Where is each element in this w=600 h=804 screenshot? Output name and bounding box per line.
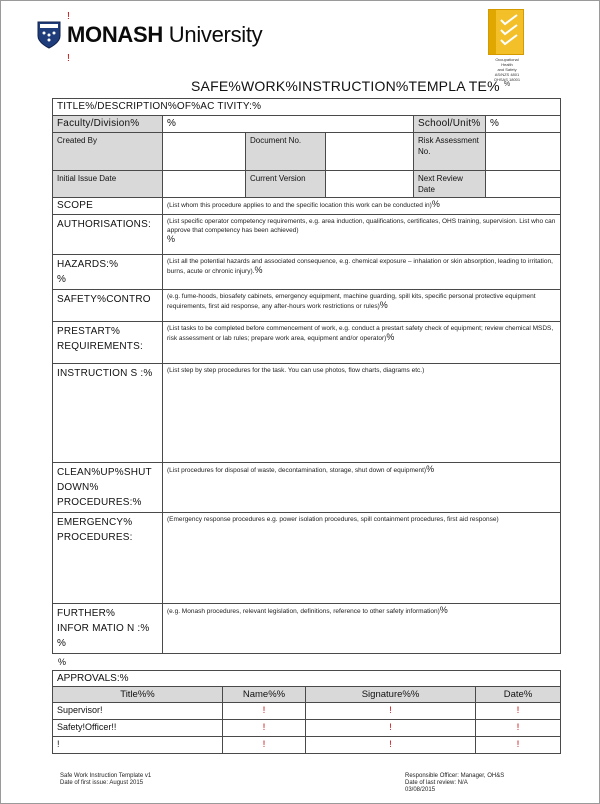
approvals-col-date: Date%	[476, 687, 561, 703]
hazards-label: HAZARDS:% %	[53, 255, 163, 290]
prestart-field[interactable]: (List tasks to be completed before commencement of work, e.g. conduct a prestart safety check of equipment; review chemical MSDS, risk assessment or lab rules; prepare work area, equipment and/or operator)%	[163, 322, 561, 364]
cleanup-field[interactable]: (List procedures for disposal of waste, decontamination, storage, shut down of equipment)%	[163, 463, 561, 513]
approval-name-cell[interactable]: !	[223, 703, 306, 720]
faculty-input[interactable]: %	[163, 116, 414, 133]
approvals-col-name: Name%%	[223, 687, 306, 703]
header-exclamation-bottom: !	[67, 53, 70, 64]
approval-title-cell[interactable]: !	[53, 737, 223, 754]
certification-text: Occupational Health and Safety AS/NZS 4801 OHSAS 18001 %	[493, 57, 521, 88]
header-exclamation-top: !	[67, 11, 70, 22]
approvals-col-signature: Signature%%	[306, 687, 476, 703]
instructions-label: INSTRUCTION S :%	[53, 364, 163, 463]
table-row	[53, 737, 561, 754]
school-label: School/Unit%	[414, 116, 486, 133]
scope-field[interactable]: (List whom this procedure applies to and the specific location this work can be conducted in)%	[163, 198, 561, 215]
approval-date-cell[interactable]: !	[476, 703, 561, 720]
table-row	[53, 703, 561, 720]
monash-logo	[37, 21, 262, 49]
current-version-input[interactable]	[326, 171, 414, 198]
university-crest-icon	[37, 21, 61, 49]
risk-assessment-input[interactable]	[486, 133, 561, 171]
further-info-label: FURTHER% INFOR MATIO N :% %	[53, 604, 163, 654]
next-review-input[interactable]	[486, 171, 561, 198]
info-table	[52, 98, 561, 198]
further-info-field[interactable]: (e.g. Monash procedures, relevant legislation, definitions, reference to other safety information)%	[163, 604, 561, 654]
table-row	[53, 720, 561, 737]
current-version-label: Current Version	[246, 171, 326, 198]
safety-controls-label: SAFETY%CONTRO	[53, 290, 163, 322]
page-title: SAFE%WORK%INSTRUCTION%TEMPLA TE%	[191, 78, 500, 94]
approval-date-cell[interactable]: !	[476, 720, 561, 737]
faculty-label: Faculty/Division%	[53, 116, 163, 133]
initial-issue-input[interactable]	[163, 171, 246, 198]
hazards-field[interactable]: (List all the potential hazards and associated consequence, e.g. chemical exposure – inhalation or skin absorption, leading to irritation, burns, acute or chronic injury).%	[163, 255, 561, 290]
approval-signature-cell[interactable]: !	[306, 703, 476, 720]
created-by-label: Created By	[53, 133, 163, 171]
emergency-label: EMERGENCY% PROCEDURES:	[53, 513, 163, 604]
approval-title-cell[interactable]: Safety!Officer!!	[53, 720, 223, 737]
title-description-field[interactable]: TITLE%/DESCRIPTION%OF%AC TIVITY:%	[53, 99, 561, 116]
approval-title-cell[interactable]: Supervisor!	[53, 703, 223, 720]
next-review-label: Next Review Date	[414, 171, 486, 198]
school-input[interactable]: %	[486, 116, 561, 133]
emergency-field[interactable]: (Emergency response procedures e.g. power isolation procedures, spill containment procedures, first aid response)	[163, 513, 561, 604]
approval-name-cell[interactable]: !	[223, 720, 306, 737]
approvals-col-title: Title%%	[53, 687, 223, 703]
risk-assessment-label: Risk Assessment No.	[414, 133, 486, 171]
document-no-label: Document No.	[246, 133, 326, 171]
footer-right: Responsible Officer: Manager, OH&S Date of last review: N/A 03/08/2015	[405, 773, 505, 793]
approval-name-cell[interactable]: !	[223, 737, 306, 754]
approvals-table	[52, 670, 561, 754]
spacer-percent: %	[58, 657, 67, 667]
scope-label: SCOPE	[53, 198, 163, 215]
safety-controls-field[interactable]: (e.g. fume-hoods, biosafety cabinets, emergency equipment, machine guarding, spill kits, specific personal protective equipment requirements, first aid response, any after-hours work restrictions or rules)%	[163, 290, 561, 322]
approval-date-cell[interactable]: !	[476, 737, 561, 754]
sections-table	[52, 197, 561, 654]
approvals-heading: APPROVALS:%	[53, 671, 561, 687]
document-no-input[interactable]	[326, 133, 414, 171]
cleanup-label: CLEAN%UP%SHUT DOWN% PROCEDURES:%	[53, 463, 163, 513]
created-by-input[interactable]	[163, 133, 246, 171]
authorisations-label: AUTHORISATIONS:	[53, 215, 163, 255]
logo-wordmark: MONASH University	[67, 22, 263, 47]
prestart-label: PRESTART% REQUIREMENTS:	[53, 322, 163, 364]
initial-issue-label: Initial Issue Date	[53, 171, 163, 198]
certification-logo-icon	[488, 9, 524, 55]
approval-signature-cell[interactable]: !	[306, 737, 476, 754]
instructions-field[interactable]: (List step by step procedures for the task. You can use photos, flow charts, diagrams etc.)	[163, 364, 561, 463]
approval-signature-cell[interactable]: !	[306, 720, 476, 737]
authorisations-field[interactable]: (List specific operator competency requirements, e.g. area induction, qualifications, certificates, OHS training, supervision. List who can approve that competency has been achieved) %	[163, 215, 561, 255]
footer-left: Safe Work Instruction Template v1 Date of first issue: August 2015	[60, 773, 152, 786]
